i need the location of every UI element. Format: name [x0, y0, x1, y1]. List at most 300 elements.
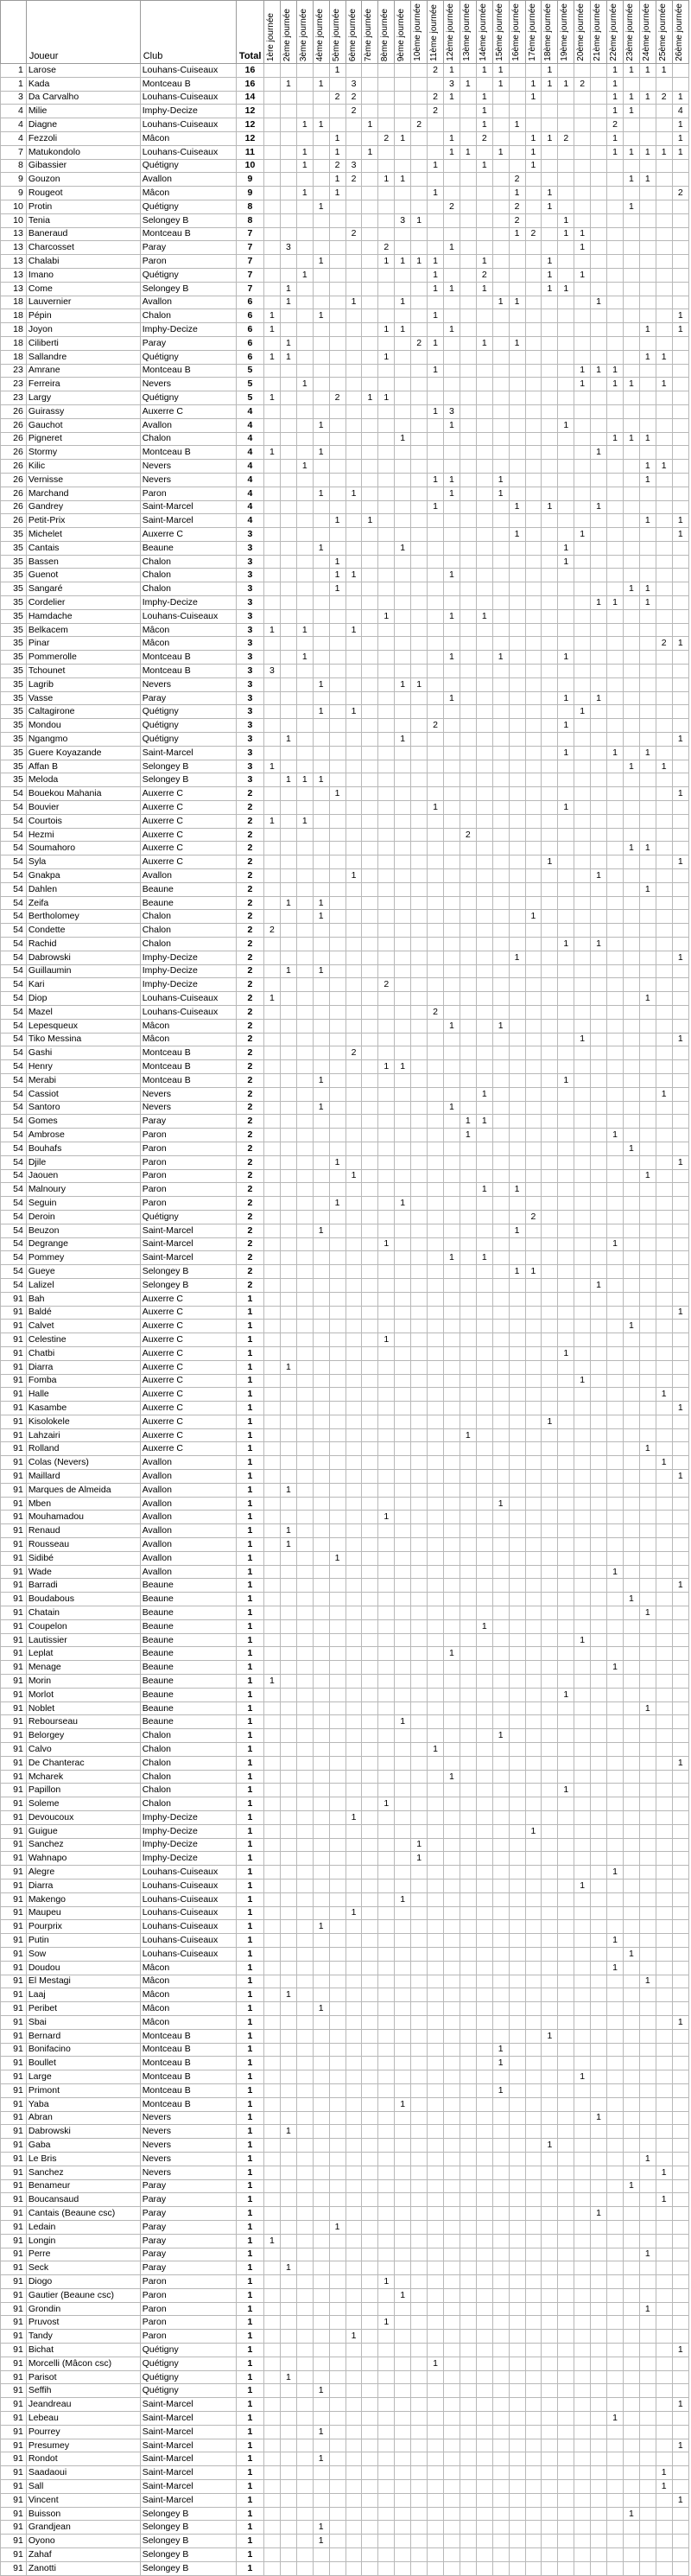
goal-cell	[672, 2193, 688, 2207]
goal-cell	[591, 336, 607, 350]
club-cell: Paray	[140, 2179, 236, 2193]
goal-cell	[313, 1606, 329, 1620]
goal-cell	[525, 623, 542, 637]
total-cell: 3	[236, 677, 263, 691]
goal-cell	[525, 1101, 542, 1115]
goal-cell: 2	[525, 227, 542, 241]
goal-cell	[346, 1155, 362, 1169]
goal-cell	[574, 951, 591, 964]
goal-cell	[509, 1892, 525, 1906]
goal-cell	[460, 1497, 476, 1511]
goal-cell	[329, 882, 346, 896]
goal-cell: 1	[558, 801, 574, 815]
goal-cell	[264, 964, 281, 978]
player-cell: Pinar	[26, 637, 140, 651]
goal-cell	[607, 855, 624, 869]
rank-cell: 54	[1, 978, 27, 992]
header-day-16	[509, 1, 525, 64]
table-row	[1, 2002, 689, 2016]
table-row	[1, 364, 689, 378]
goal-cell	[639, 528, 656, 542]
goal-cell	[395, 2043, 411, 2057]
goal-cell	[264, 2193, 281, 2207]
goal-cell	[509, 391, 525, 405]
goal-cell	[476, 1224, 492, 1237]
goal-cell	[542, 309, 558, 323]
goal-cell	[672, 1251, 688, 1265]
goal-cell	[411, 555, 428, 569]
goal-cell	[558, 1428, 574, 1442]
total-cell: 11	[236, 145, 263, 159]
goal-cell: 1	[313, 1224, 329, 1237]
goal-cell: 1	[428, 309, 444, 323]
rank-cell: 91	[1, 1551, 27, 1565]
goal-cell	[264, 1715, 281, 1729]
rank-cell: 35	[1, 651, 27, 665]
goal-cell	[591, 541, 607, 555]
goal-cell	[378, 1183, 395, 1197]
goal-cell	[428, 869, 444, 883]
goal-cell	[362, 1483, 378, 1497]
goal-cell	[346, 1292, 362, 1306]
goal-cell	[509, 760, 525, 773]
goal-cell	[558, 1879, 574, 1892]
goal-cell	[574, 828, 591, 842]
goal-cell	[378, 1606, 395, 1620]
goal-cell	[558, 1374, 574, 1388]
goal-cell	[623, 2166, 639, 2179]
rank-cell: 91	[1, 1524, 27, 1538]
goal-cell	[428, 691, 444, 705]
player-cell: Lagrib	[26, 677, 140, 691]
goal-cell	[411, 1824, 428, 1838]
goal-cell: 1	[574, 528, 591, 542]
rank-cell: 91	[1, 1920, 27, 1934]
goal-cell: 1	[607, 596, 624, 610]
goal-cell	[313, 528, 329, 542]
rank-cell: 54	[1, 924, 27, 938]
goal-cell	[591, 2152, 607, 2166]
goal-cell	[346, 1237, 362, 1251]
goal-cell	[509, 869, 525, 883]
goal-cell	[607, 1975, 624, 1988]
table-row	[1, 2125, 689, 2139]
goal-cell	[443, 255, 460, 269]
goal-cell	[623, 1647, 639, 1661]
header-day-15-label: 15ème journée	[494, 3, 504, 61]
goal-cell	[558, 2002, 574, 2016]
goal-cell	[280, 159, 296, 173]
total-cell: 2	[236, 1155, 263, 1169]
goal-cell	[346, 309, 362, 323]
goal-cell	[558, 1483, 574, 1497]
goal-cell	[460, 1947, 476, 1961]
goal-cell	[362, 1511, 378, 1524]
rank-cell: 18	[1, 350, 27, 364]
goal-cell	[542, 1306, 558, 1320]
goal-cell: 1	[329, 1155, 346, 1169]
goal-cell	[656, 1142, 672, 1155]
goal-cell	[329, 623, 346, 637]
goal-cell: 1	[623, 1947, 639, 1961]
goal-cell	[639, 2179, 656, 2193]
goal-cell	[476, 1606, 492, 1620]
player-cell: Dahlen	[26, 882, 140, 896]
goal-cell	[476, 1388, 492, 1402]
goal-cell	[656, 555, 672, 569]
goal-cell	[656, 2152, 672, 2166]
goal-cell	[329, 1688, 346, 1701]
goal-cell	[623, 1073, 639, 1087]
goal-cell	[623, 391, 639, 405]
goal-cell	[313, 2111, 329, 2125]
goal-cell	[509, 2125, 525, 2139]
goal-cell	[460, 1155, 476, 1169]
goal-cell	[411, 1756, 428, 1770]
goal-cell	[329, 1715, 346, 1729]
rank-cell: 26	[1, 432, 27, 446]
player-cell: Gnakpa	[26, 869, 140, 883]
player-cell: Marques de Almeida	[26, 1483, 140, 1497]
goal-cell	[591, 951, 607, 964]
goal-cell	[509, 241, 525, 255]
goal-cell	[460, 500, 476, 514]
goal-cell	[574, 1456, 591, 1470]
goal-cell	[346, 964, 362, 978]
goal-cell: 1	[443, 418, 460, 432]
goal-cell	[296, 910, 313, 924]
goal-cell	[639, 336, 656, 350]
goal-cell	[395, 1183, 411, 1197]
goal-cell	[362, 1306, 378, 1320]
goal-cell	[591, 2179, 607, 2193]
player-cell: Bah	[26, 1292, 140, 1306]
club-cell: Nevers	[140, 677, 236, 691]
goal-cell	[296, 514, 313, 528]
goal-cell	[509, 323, 525, 337]
goal-cell	[542, 705, 558, 719]
goal-cell	[509, 842, 525, 855]
goal-cell	[264, 651, 281, 665]
goal-cell	[639, 1101, 656, 1115]
goal-cell	[623, 677, 639, 691]
goal-cell	[672, 924, 688, 938]
goal-cell	[623, 1237, 639, 1251]
player-cell: Cantais	[26, 541, 140, 555]
goal-cell	[509, 787, 525, 801]
goal-cell	[428, 1524, 444, 1538]
rank-cell: 10	[1, 213, 27, 227]
goal-cell	[395, 1906, 411, 1920]
goal-cell	[574, 1920, 591, 1934]
goal-cell	[574, 760, 591, 773]
total-cell: 3	[236, 541, 263, 555]
goal-cell	[362, 1811, 378, 1825]
goal-cell	[607, 1756, 624, 1770]
table-row	[1, 1675, 689, 1689]
goal-cell	[672, 1511, 688, 1524]
goal-cell	[428, 391, 444, 405]
goal-cell	[296, 1033, 313, 1046]
goal-cell	[362, 746, 378, 760]
goal-cell: 1	[280, 733, 296, 747]
goal-cell	[591, 1033, 607, 1046]
club-cell: Imphy-Decize	[140, 1852, 236, 1866]
total-cell: 2	[236, 1183, 263, 1197]
goal-cell: 1	[280, 896, 296, 910]
goal-cell	[362, 1155, 378, 1169]
goal-cell	[395, 1743, 411, 1757]
player-cell: Large	[26, 2070, 140, 2084]
goal-cell	[296, 2043, 313, 2057]
goal-cell	[656, 1961, 672, 1975]
goal-cell: 1	[525, 910, 542, 924]
goal-cell	[346, 842, 362, 855]
goal-cell	[378, 910, 395, 924]
goal-cell	[574, 555, 591, 569]
goal-cell	[639, 418, 656, 432]
goal-cell	[607, 404, 624, 418]
goal-cell	[329, 255, 346, 269]
goal-cell	[411, 1892, 428, 1906]
goal-cell	[672, 460, 688, 474]
goal-cell	[264, 282, 281, 296]
goal-cell	[607, 760, 624, 773]
goal-cell	[411, 323, 428, 337]
goal-cell	[313, 1292, 329, 1306]
goal-cell	[591, 173, 607, 187]
goal-cell	[558, 2166, 574, 2179]
goal-cell: 1	[329, 1197, 346, 1211]
goal-cell	[574, 1210, 591, 1224]
goal-cell	[264, 1265, 281, 1279]
goal-cell	[280, 1019, 296, 1033]
goal-cell	[296, 964, 313, 978]
goal-cell	[346, 1415, 362, 1428]
goal-cell	[525, 1333, 542, 1347]
goal-cell	[672, 1565, 688, 1579]
club-cell: Auxerre C	[140, 1333, 236, 1347]
goal-cell	[411, 1606, 428, 1620]
goal-cell	[280, 569, 296, 582]
goal-cell	[672, 705, 688, 719]
goal-cell	[639, 378, 656, 391]
goal-cell	[296, 391, 313, 405]
goal-cell: 1	[280, 336, 296, 350]
goal-cell	[476, 1811, 492, 1825]
goal-cell	[591, 569, 607, 582]
goal-cell	[509, 855, 525, 869]
goal-cell	[443, 1306, 460, 1320]
goal-cell	[280, 1934, 296, 1948]
goal-cell: 1	[395, 733, 411, 747]
goal-cell	[574, 665, 591, 678]
rank-cell: 13	[1, 282, 27, 296]
goal-cell	[346, 2193, 362, 2207]
goal-cell	[542, 1292, 558, 1306]
goal-cell	[378, 1947, 395, 1961]
total-cell: 1	[236, 1988, 263, 2002]
goal-cell	[362, 487, 378, 500]
goal-cell	[623, 2002, 639, 2016]
table-row	[1, 677, 689, 691]
goal-cell: 1	[542, 268, 558, 282]
goal-cell	[428, 1756, 444, 1770]
goal-cell	[264, 1346, 281, 1360]
goal-cell	[428, 733, 444, 747]
goal-cell	[346, 1005, 362, 1019]
table-row	[1, 691, 689, 705]
rank-cell: 4	[1, 105, 27, 118]
club-cell: Auxerre C	[140, 1442, 236, 1456]
goal-cell	[362, 1633, 378, 1647]
goal-cell	[460, 1961, 476, 1975]
goal-cell	[672, 473, 688, 487]
goal-cell	[656, 978, 672, 992]
total-cell: 1	[236, 1729, 263, 1743]
goal-cell	[362, 241, 378, 255]
goal-cell	[346, 910, 362, 924]
goal-cell	[558, 364, 574, 378]
player-cell: Larose	[26, 64, 140, 78]
goal-cell	[264, 2002, 281, 2016]
goal-cell	[280, 637, 296, 651]
goal-cell	[509, 1388, 525, 1402]
goal-cell	[656, 187, 672, 200]
goal-cell	[460, 1892, 476, 1906]
goal-cell	[492, 336, 509, 350]
goal-cell	[623, 1661, 639, 1675]
goal-cell	[460, 1142, 476, 1155]
goal-cell	[509, 2029, 525, 2043]
goal-cell	[574, 596, 591, 610]
goal-cell	[428, 528, 444, 542]
goal-cell	[428, 487, 444, 500]
goal-cell	[509, 2002, 525, 2016]
goal-cell	[607, 1579, 624, 1593]
goal-cell	[656, 719, 672, 733]
goal-cell	[313, 404, 329, 418]
goal-cell	[313, 1729, 329, 1743]
goal-cell	[639, 1224, 656, 1237]
club-cell: Louhans-Cuiseaux	[140, 145, 236, 159]
goal-cell	[639, 2139, 656, 2153]
goal-cell	[623, 1346, 639, 1360]
goal-cell: 1	[607, 1661, 624, 1675]
goal-cell	[428, 637, 444, 651]
goal-cell	[443, 1524, 460, 1538]
table-row	[1, 418, 689, 432]
goal-cell	[428, 1593, 444, 1606]
table-row	[1, 1115, 689, 1129]
goal-cell	[296, 665, 313, 678]
goal-cell	[378, 1729, 395, 1743]
goal-cell	[296, 1360, 313, 1374]
goal-cell	[525, 1129, 542, 1142]
goal-cell	[378, 378, 395, 391]
goal-cell	[395, 582, 411, 596]
goal-cell	[428, 1129, 444, 1142]
goal-cell	[672, 1278, 688, 1292]
goal-cell	[509, 1593, 525, 1606]
goal-cell	[296, 2002, 313, 2016]
goal-cell	[623, 227, 639, 241]
goal-cell	[607, 1073, 624, 1087]
goal-cell	[623, 1675, 639, 1689]
goal-cell	[542, 336, 558, 350]
goal-cell	[656, 1934, 672, 1948]
goal-cell	[296, 978, 313, 992]
table-row	[1, 1838, 689, 1852]
goal-cell	[591, 105, 607, 118]
goal-cell	[428, 2015, 444, 2029]
goal-cell: 1	[329, 787, 346, 801]
goal-cell	[395, 773, 411, 787]
goal-cell	[607, 1688, 624, 1701]
goal-cell	[280, 1442, 296, 1456]
goal-cell	[492, 1210, 509, 1224]
goal-cell	[378, 1756, 395, 1770]
goal-cell	[542, 364, 558, 378]
goal-cell	[296, 1278, 313, 1292]
goal-cell	[280, 200, 296, 213]
goal-cell	[443, 1838, 460, 1852]
goal-cell	[476, 719, 492, 733]
goal-cell	[542, 1619, 558, 1633]
goal-cell	[296, 1743, 313, 1757]
rank-cell: 35	[1, 623, 27, 637]
goal-cell	[264, 2097, 281, 2111]
goal-cell	[378, 582, 395, 596]
goal-cell	[313, 2220, 329, 2234]
goal-cell	[313, 1374, 329, 1388]
goal-cell: 2	[346, 91, 362, 105]
goal-cell	[395, 2029, 411, 2043]
goal-cell	[574, 938, 591, 951]
rank-cell: 54	[1, 1073, 27, 1087]
goal-cell	[329, 2152, 346, 2166]
goal-cell	[411, 227, 428, 241]
goal-cell	[428, 2029, 444, 2043]
goal-cell	[639, 964, 656, 978]
goal-cell	[476, 323, 492, 337]
total-cell: 2	[236, 814, 263, 828]
goal-cell	[672, 1961, 688, 1975]
total-cell: 1	[236, 1852, 263, 1866]
goal-cell	[492, 1046, 509, 1060]
goal-cell	[280, 1060, 296, 1074]
total-cell: 1	[236, 2029, 263, 2043]
goal-cell: 1	[558, 938, 574, 951]
goal-cell	[672, 173, 688, 187]
goal-cell	[509, 1756, 525, 1770]
goal-cell	[460, 1784, 476, 1797]
goal-cell	[264, 1784, 281, 1797]
goal-cell	[607, 882, 624, 896]
goal-cell: 1	[558, 1346, 574, 1360]
goal-cell	[558, 1306, 574, 1320]
goal-cell	[264, 187, 281, 200]
goal-cell	[329, 432, 346, 446]
rank-cell: 35	[1, 665, 27, 678]
goal-cell	[362, 842, 378, 855]
goal-cell	[542, 555, 558, 569]
goal-cell	[329, 924, 346, 938]
goal-cell	[509, 418, 525, 432]
goal-cell	[280, 1456, 296, 1470]
goal-cell	[395, 268, 411, 282]
table-row	[1, 1292, 689, 1306]
